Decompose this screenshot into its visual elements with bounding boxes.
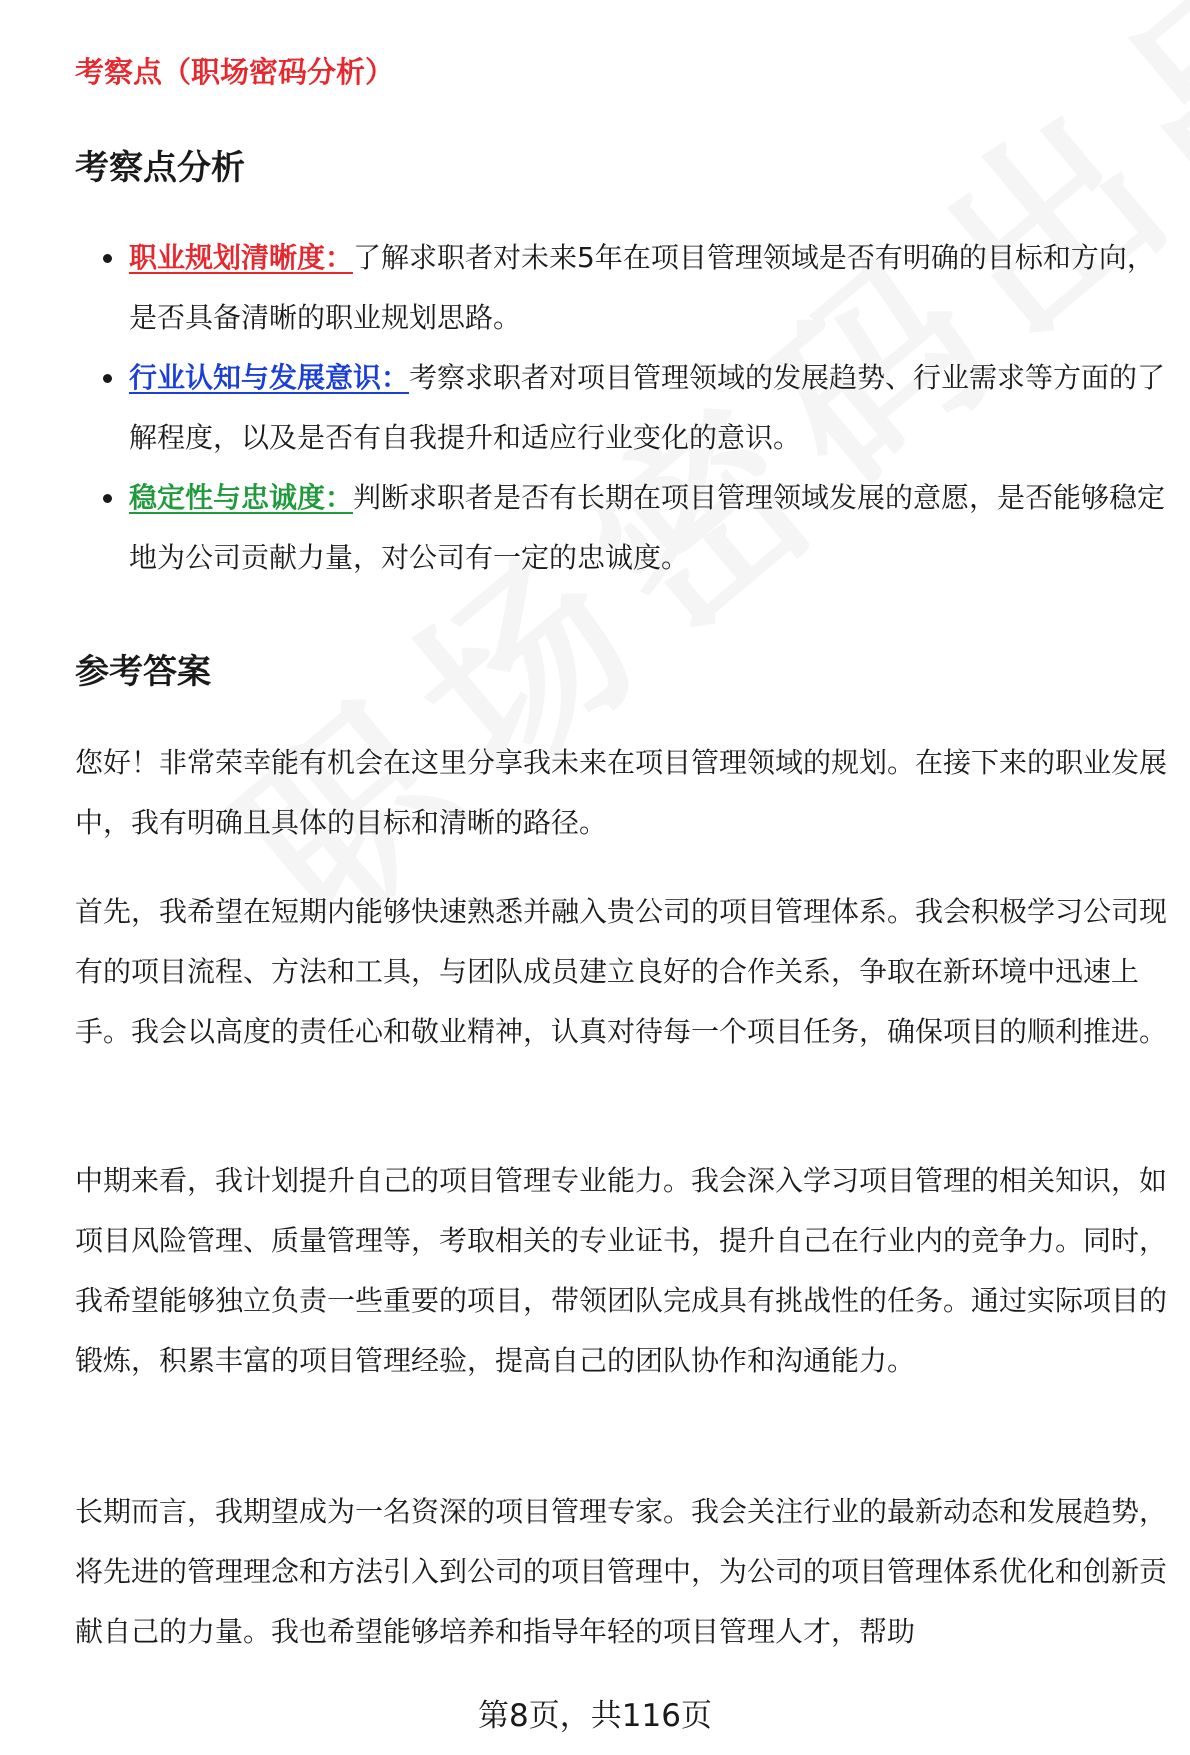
top-label: 考察点（职场密码分析）	[75, 55, 395, 89]
section-title-analysis: 考察点分析	[75, 148, 245, 188]
page-number: 第8页，共116页	[478, 1698, 712, 1734]
bullet-text: 判断求职者是否有长期在项目管理领域发展的意愿，是否能够稳定地为公司贡献力量，对公司有一定的忠诚度。	[129, 481, 1166, 574]
answer-paragraph: 长期而言，我期望成为一名资深的项目管理专家。我会关注行业的最新动态和发展趋势，将先进的管理理念和方法引入到公司的项目管理中，为公司的项目管理体系优化和创新贡献自己的力量。我也希望能够培养和指导年轻的项目管理人才，帮助	[75, 1495, 1168, 1648]
bullet-keyword: 职业规划清晰度：	[129, 241, 354, 274]
bullet-item	[75, 468, 1170, 588]
section-title-answer: 参考答案	[75, 652, 211, 692]
answer-paragraph: 您好！非常荣幸能有机会在这里分享我未来在项目管理领域的规划。在接下来的职业发展中，我有明确且具体的目标和清晰的路径。	[75, 746, 1168, 839]
bullet-dot-icon	[103, 374, 112, 383]
bullet-dot-icon	[103, 254, 112, 263]
bullet-text: 考察求职者对项目管理领域的发展趋势、行业需求等方面的了解程度，以及是否有自我提升和适应行业变化的意识。	[129, 361, 1166, 454]
analysis-bullet-list	[75, 228, 1170, 588]
bullet-keyword: 稳定性与忠诚度：	[129, 481, 354, 514]
answer-paragraph: 首先，我希望在短期内能够快速熟悉并融入贵公司的项目管理体系。我会积极学习公司现有的项目流程、方法和工具，与团队成员建立良好的合作关系，争取在新环境中迅速上手。我会以高度的责任心和敬业精神，认真对待每一个项目任务，确保项目的顺利推进。	[75, 895, 1168, 1048]
bullet-dot-icon	[103, 494, 112, 503]
bullet-text: 了解求职者对未来5年在项目管理领域是否有明确的目标和方向，是否具备清晰的职业规划思路。	[129, 241, 1155, 334]
answer-paragraph: 中期来看，我计划提升自己的项目管理专业能力。我会深入学习项目管理的相关知识，如项目风险管理、质量管理等，考取相关的专业证书，提升自己在行业内的竞争力。同时，我希望能够独立负责一些重要的项目，带领团队完成具有挑战性的任务。通过实际项目的锻炼，积累丰富的项目管理经验，提高自己的团队协作和沟通能力。	[75, 1164, 1168, 1377]
bullet-item	[75, 228, 1170, 348]
bullet-item	[75, 348, 1170, 468]
bullet-keyword: 行业认知与发展意识：	[129, 361, 410, 394]
